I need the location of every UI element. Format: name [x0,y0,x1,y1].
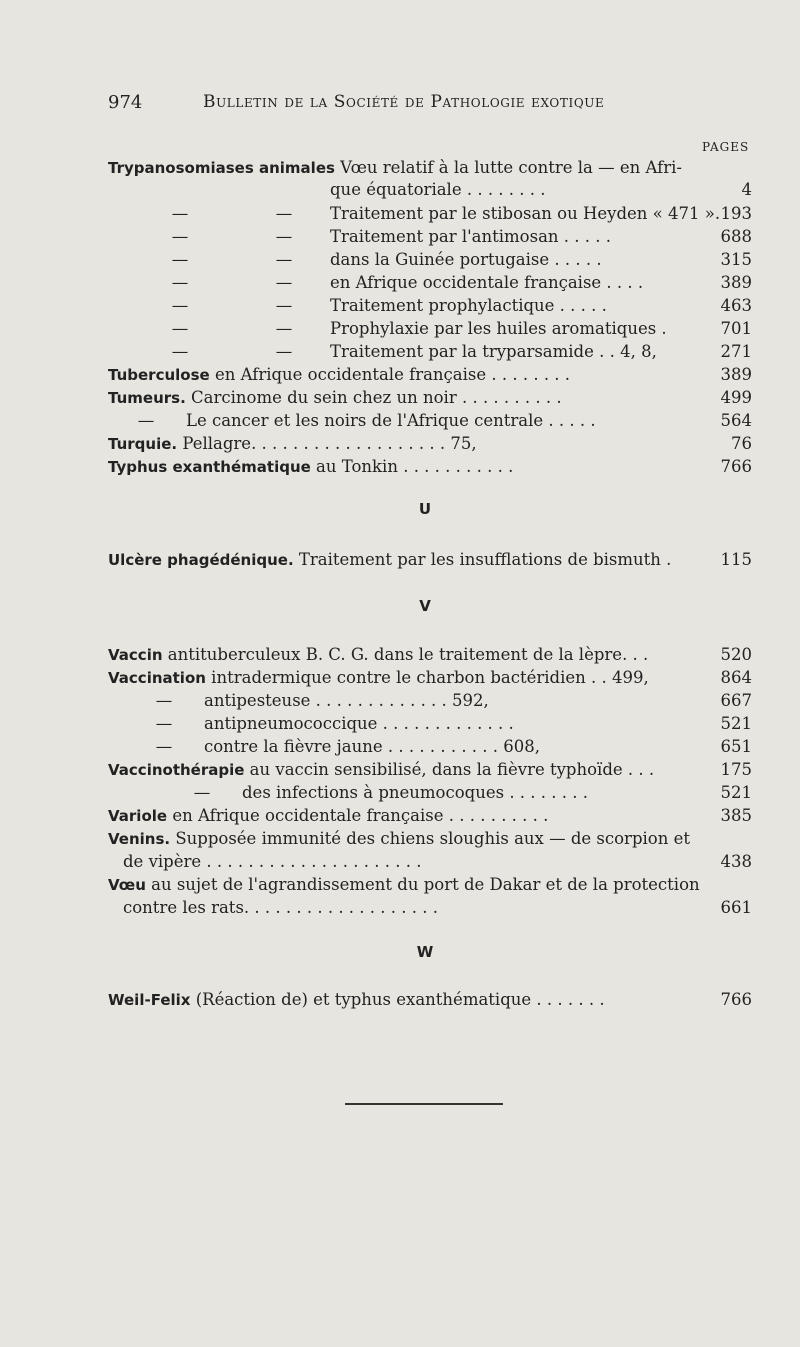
ditto-dash: — [275,227,293,246]
page-reference: 520 [720,645,752,664]
index-entry [0,990,800,1013]
ditto-dash: — [171,296,189,315]
ditto-dash: — [193,783,211,802]
index-entry [0,388,800,411]
entry-text: de vipère . . . . . . . . . . . . . . . . . . . . . [123,852,422,871]
ditto-dash: — [155,691,173,710]
entry-text: Turquie. Pellagre. . . . . . . . . . . . . . . . . . . 75, [108,434,477,453]
entry-text: Traitement par l'antimosan . . . . . [330,227,611,246]
entry-text: Vœu au sujet de l'agrandissement du port de Dakar et de la protection [108,875,700,894]
entry-heading: Vœu [108,876,146,894]
index-entry [0,365,800,388]
ditto-dash: — [275,319,293,338]
entry-text: Traitement par le stibosan ou Heyden « 471 ». [330,204,721,223]
entry-text: Ulcère phagédénique. Traitement par les insufflations de bismuth . [108,550,672,569]
index-entry [0,852,800,875]
pages-column-label: PAGES [702,140,750,154]
index-entry [0,645,800,668]
page-reference: 521 [720,714,752,733]
ditto-dash: — [171,250,189,269]
entry-heading: Vaccin [108,646,163,664]
entry-text: Traitement par la tryparsamide . . 4, 8, [330,342,657,361]
ditto-dash: — [155,714,173,733]
entry-text: Vaccinothérapie au vaccin sensibilisé, dans la fièvre typhoïde . . . [108,760,655,779]
ditto-dash: — [171,204,189,223]
ditto-dash: — [275,250,293,269]
index-entry [0,829,800,852]
entry-heading: Weil-Felix [108,991,191,1009]
index-entry [0,227,800,250]
page-header [108,92,753,116]
entry-text: Weil-Felix (Réaction de) et typhus exanthématique . . . . . . . [108,990,605,1009]
ditto-dash: — [155,737,173,756]
section-letter-text: W [416,943,434,961]
entry-heading: Typhus exanthématique [108,458,311,476]
index-entry [0,898,800,921]
entry-text: contre les rats. . . . . . . . . . . . . . . . . . . [123,898,438,917]
index-entry [0,806,800,829]
entry-text: Tuberculose en Afrique occidentale française . . . . . . . . [108,365,571,384]
index-entry [0,691,800,714]
page-reference: 438 [720,852,752,871]
entry-text: en Afrique occidentale française . . . . [330,273,644,292]
page-reference: 389 [720,365,752,384]
ditto-dash: — [275,296,293,315]
entry-text: Variole en Afrique occidentale française . . . . . . . . . . [108,806,549,825]
entry-heading: Vaccinothérapie [108,761,245,779]
entry-text: Prophylaxie par les huiles aromatiques . [330,319,667,338]
index-entry [0,457,800,480]
entry-text: antipesteuse . . . . . . . . . . . . . 592, [204,691,489,710]
page-reference: 661 [720,898,752,917]
index-entry [0,342,800,365]
entry-text: Tumeurs. Carcinome du sein chez un noir . . . . . . . . . . [108,388,562,407]
index-entry [0,250,800,273]
index-entry [0,875,800,898]
entry-text: des infections à pneumocoques . . . . . . . . [242,783,588,802]
index-entry [0,158,800,181]
page-reference: 701 [720,319,752,338]
page-reference: 463 [720,296,752,315]
entry-text: Traitement prophylactique . . . . . [330,296,607,315]
index-entry [0,319,800,342]
entry-heading: Venins. [108,830,171,848]
index-entry [0,434,800,457]
index-entry [0,273,800,296]
page-reference: 651 [720,737,752,756]
page-reference: 271 [720,342,752,361]
ditto-dash: — [137,411,155,430]
page-reference: 766 [720,990,752,1009]
entry-heading: Tumeurs. [108,389,186,407]
entry-text: antipneumococcique . . . . . . . . . . . . . [204,714,514,733]
page-reference: 385 [720,806,752,825]
ditto-dash: — [275,273,293,292]
entry-heading: Trypanosomiases animales [108,159,335,177]
entry-text: Vaccin antituberculeux B. C. G. dans le traitement de la lèpre. . . [108,645,649,664]
page-reference: 864 [720,668,752,687]
ditto-dash: — [171,342,189,361]
index-entry [0,668,800,691]
section-letter-text: V [419,597,431,615]
page-reference: 499 [720,388,752,407]
entry-text: Typhus exanthématique au Tonkin . . . . . . . . . . . [108,457,514,476]
page-reference: 521 [720,783,752,802]
page-reference: 315 [720,250,752,269]
index-entry [0,737,800,760]
entry-heading: Tuberculose [108,366,210,384]
entry-text: Le cancer et les noirs de l'Afrique centrale . . . . . [186,411,596,430]
ditto-dash: — [171,227,189,246]
entry-text: Vaccination intradermique contre le charbon bactéridien . . 499, [108,668,649,687]
running-title: Bulletin de la Société de Pathologie exotique [203,92,605,112]
page-reference: 175 [720,760,752,779]
index-entry [0,180,800,203]
index-entry [0,550,800,573]
entry-text: que équatoriale . . . . . . . . [330,180,546,199]
index-entry [0,714,800,737]
entry-heading: Variole [108,807,168,825]
ditto-dash: — [275,342,293,361]
page-reference: 4 [741,180,752,199]
index-entry [0,760,800,783]
entry-heading: Ulcère phagédénique. [108,551,294,569]
page-reference: 688 [720,227,752,246]
entry-heading: Vaccination [108,669,206,687]
page-reference: 766 [720,457,752,476]
index-entry [0,411,800,434]
ditto-dash: — [171,273,189,292]
end-rule [345,1103,503,1105]
index-entry [0,783,800,806]
index-entry [0,296,800,319]
entry-text: Venins. Supposée immunité des chiens sloughis aux — de scorpion et [108,829,690,848]
page-reference: 564 [720,411,752,430]
ditto-dash: — [171,319,189,338]
entry-text: contre la fièvre jaune . . . . . . . . . . . 608, [204,737,541,756]
ditto-dash: — [275,204,293,223]
entry-text: Trypanosomiases animales Vœu relatif à la lutte contre la — en Afri- [108,158,682,177]
page-number: 974 [108,92,143,113]
page-reference: 76 [731,434,752,453]
page-reference: 667 [720,691,752,710]
section-letter-text: U [418,500,432,518]
page-reference: 115 [720,550,752,569]
page-reference: 193 [720,204,752,223]
entry-text: dans la Guinée portugaise . . . . . [330,250,602,269]
page-reference: 389 [720,273,752,292]
entry-heading: Turquie. [108,435,178,453]
index-entry [0,204,800,227]
